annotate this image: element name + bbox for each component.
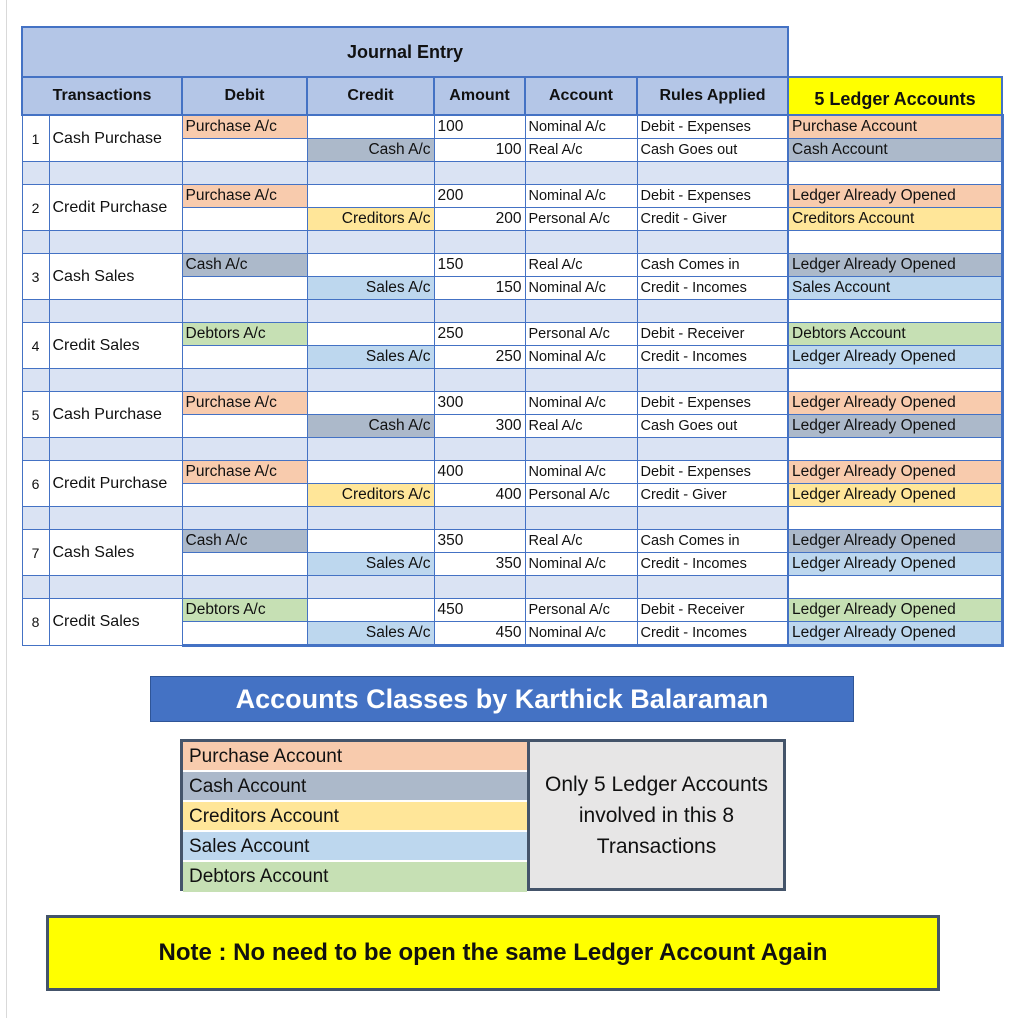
spacer-cell bbox=[307, 369, 434, 392]
spacer-cell bbox=[434, 438, 525, 461]
spacer-cell bbox=[307, 231, 434, 254]
rule-credit: Credit - Giver bbox=[637, 208, 788, 231]
transaction-name: Cash Purchase bbox=[49, 392, 182, 438]
spacer-cell bbox=[49, 300, 182, 323]
ledger-credit: Ledger Already Opened bbox=[788, 346, 1002, 369]
spacer-row bbox=[22, 576, 1002, 599]
transaction-name: Cash Sales bbox=[49, 254, 182, 300]
spacer-row bbox=[22, 162, 1002, 185]
rule-debit: Debit - Expenses bbox=[637, 115, 788, 139]
account-type-debit: Personal A/c bbox=[525, 599, 637, 622]
header-account: Account bbox=[525, 77, 637, 115]
spacer-cell bbox=[637, 300, 788, 323]
spacer-cell bbox=[434, 369, 525, 392]
note-banner: Note : No need to be open the same Ledger Account Again bbox=[46, 915, 940, 991]
table-row bbox=[22, 323, 1002, 346]
table-row bbox=[22, 115, 1002, 139]
header-ledger-accounts: 5 Ledger Accounts bbox=[788, 77, 1002, 115]
spacer-ledger-cell bbox=[788, 231, 1002, 254]
rule-credit: Credit - Incomes bbox=[637, 346, 788, 369]
spacer-cell bbox=[434, 300, 525, 323]
transaction-number: 3 bbox=[22, 254, 49, 300]
credit-account-empty bbox=[307, 254, 434, 277]
amount-credit: 250 bbox=[434, 346, 525, 369]
debit-account-empty bbox=[182, 139, 307, 162]
spacer-cell bbox=[637, 231, 788, 254]
spacer-cell bbox=[525, 231, 637, 254]
rule-debit: Cash Comes in bbox=[637, 530, 788, 553]
spacer-cell bbox=[637, 576, 788, 599]
debit-account: Purchase A/c bbox=[182, 185, 307, 208]
account-type-debit: Personal A/c bbox=[525, 323, 637, 346]
spacer-cell bbox=[49, 369, 182, 392]
credit-account-empty bbox=[307, 461, 434, 484]
credit-account: Sales A/c bbox=[307, 553, 434, 576]
rule-debit: Debit - Expenses bbox=[637, 392, 788, 415]
debit-account: Cash A/c bbox=[182, 530, 307, 553]
spacer-cell bbox=[637, 507, 788, 530]
amount-debit: 450 bbox=[434, 599, 525, 622]
account-legend bbox=[180, 739, 786, 891]
transaction-name: Credit Sales bbox=[49, 323, 182, 369]
spacer-cell bbox=[525, 507, 637, 530]
credit-account: Sales A/c bbox=[307, 622, 434, 646]
rule-credit: Credit - Giver bbox=[637, 484, 788, 507]
spacer-cell bbox=[525, 162, 637, 185]
transaction-number: 1 bbox=[22, 115, 49, 162]
transaction-name: Cash Purchase bbox=[49, 115, 182, 162]
rule-debit: Debit - Receiver bbox=[637, 599, 788, 622]
spacer-cell bbox=[22, 507, 49, 530]
transaction-name: Credit Purchase bbox=[49, 185, 182, 231]
spacer-ledger-cell bbox=[788, 300, 1002, 323]
credit-account-empty bbox=[307, 530, 434, 553]
legend-item-purchase: Purchase Account bbox=[183, 742, 527, 772]
ledger-debit: Ledger Already Opened bbox=[788, 461, 1002, 484]
spacer-cell bbox=[49, 231, 182, 254]
ledger-credit: Ledger Already Opened bbox=[788, 622, 1002, 646]
legend-summary: Only 5 Ledger Accounts involved in this 8 Transactions bbox=[530, 742, 783, 888]
table-row bbox=[22, 254, 1002, 277]
spacer-cell bbox=[49, 162, 182, 185]
amount-credit: 150 bbox=[434, 277, 525, 300]
debit-account: Debtors A/c bbox=[182, 323, 307, 346]
account-type-debit: Nominal A/c bbox=[525, 185, 637, 208]
spacer-cell bbox=[49, 576, 182, 599]
legend-item-sales: Sales Account bbox=[183, 832, 527, 862]
spacer-cell bbox=[307, 507, 434, 530]
account-type-debit: Real A/c bbox=[525, 530, 637, 553]
spacer-ledger-cell bbox=[788, 369, 1002, 392]
rule-debit: Cash Comes in bbox=[637, 254, 788, 277]
transaction-number: 8 bbox=[22, 599, 49, 646]
spacer-cell bbox=[434, 231, 525, 254]
debit-account-empty bbox=[182, 553, 307, 576]
account-type-credit: Nominal A/c bbox=[525, 622, 637, 646]
spacer-cell bbox=[182, 438, 307, 461]
spacer-cell bbox=[637, 369, 788, 392]
spacer-cell bbox=[182, 231, 307, 254]
transaction-number: 2 bbox=[22, 185, 49, 231]
spacer-cell bbox=[307, 300, 434, 323]
spacer-ledger-cell bbox=[788, 438, 1002, 461]
debit-account-empty bbox=[182, 484, 307, 507]
credit-account-empty bbox=[307, 115, 434, 139]
transaction-name: Credit Sales bbox=[49, 599, 182, 646]
spacer-cell bbox=[525, 576, 637, 599]
journal-title: Journal Entry bbox=[22, 27, 788, 77]
account-type-credit: Nominal A/c bbox=[525, 277, 637, 300]
spacer-cell bbox=[434, 162, 525, 185]
ledger-debit: Debtors Account bbox=[788, 323, 1002, 346]
spacer-cell bbox=[637, 438, 788, 461]
ledger-debit: Ledger Already Opened bbox=[788, 185, 1002, 208]
spacer-ledger-cell bbox=[788, 576, 1002, 599]
debit-account: Purchase A/c bbox=[182, 392, 307, 415]
credit-account: Sales A/c bbox=[307, 277, 434, 300]
credit-account-empty bbox=[307, 185, 434, 208]
debit-account-empty bbox=[182, 208, 307, 231]
amount-credit: 450 bbox=[434, 622, 525, 646]
legend-items bbox=[183, 742, 530, 888]
credit-account: Cash A/c bbox=[307, 415, 434, 438]
rule-credit: Cash Goes out bbox=[637, 415, 788, 438]
ledger-debit: Ledger Already Opened bbox=[788, 530, 1002, 553]
spacer-cell bbox=[22, 162, 49, 185]
header-debit: Debit bbox=[182, 77, 307, 115]
account-type-credit: Real A/c bbox=[525, 139, 637, 162]
rule-credit: Cash Goes out bbox=[637, 139, 788, 162]
transaction-number: 6 bbox=[22, 461, 49, 507]
credit-account-empty bbox=[307, 323, 434, 346]
transaction-name: Credit Purchase bbox=[49, 461, 182, 507]
ledger-credit: Sales Account bbox=[788, 277, 1002, 300]
spacer-cell bbox=[525, 300, 637, 323]
spacer-cell bbox=[307, 162, 434, 185]
spacer-cell bbox=[22, 576, 49, 599]
spacer-row bbox=[22, 300, 1002, 323]
amount-credit: 400 bbox=[434, 484, 525, 507]
header-rules-applied: Rules Applied bbox=[637, 77, 788, 115]
credit-account: Sales A/c bbox=[307, 346, 434, 369]
rule-credit: Credit - Incomes bbox=[637, 622, 788, 646]
table-row bbox=[22, 185, 1002, 208]
spacer-cell bbox=[307, 576, 434, 599]
debit-account: Purchase A/c bbox=[182, 115, 307, 139]
debit-account: Cash A/c bbox=[182, 254, 307, 277]
credit-account-empty bbox=[307, 392, 434, 415]
account-type-credit: Personal A/c bbox=[525, 484, 637, 507]
accounts-classes-banner: Accounts Classes by Karthick Balaraman bbox=[150, 676, 854, 722]
ledger-debit: Purchase Account bbox=[788, 115, 1002, 139]
amount-debit: 350 bbox=[434, 530, 525, 553]
spacer-cell bbox=[182, 576, 307, 599]
account-type-debit: Nominal A/c bbox=[525, 392, 637, 415]
spacer-cell bbox=[182, 300, 307, 323]
debit-account-empty bbox=[182, 622, 307, 646]
amount-credit: 300 bbox=[434, 415, 525, 438]
amount-debit: 100 bbox=[434, 115, 525, 139]
account-type-credit: Real A/c bbox=[525, 415, 637, 438]
credit-account: Creditors A/c bbox=[307, 208, 434, 231]
amount-credit: 200 bbox=[434, 208, 525, 231]
amount-credit: 100 bbox=[434, 139, 525, 162]
spacer-row bbox=[22, 231, 1002, 254]
spacer-ledger-cell bbox=[788, 507, 1002, 530]
transaction-number: 4 bbox=[22, 323, 49, 369]
transaction-name: Cash Sales bbox=[49, 530, 182, 576]
spacer-row bbox=[22, 507, 1002, 530]
spacer-cell bbox=[182, 369, 307, 392]
ledger-credit: Ledger Already Opened bbox=[788, 484, 1002, 507]
spacer-cell bbox=[434, 576, 525, 599]
account-type-debit: Nominal A/c bbox=[525, 461, 637, 484]
spacer-cell bbox=[525, 438, 637, 461]
amount-debit: 400 bbox=[434, 461, 525, 484]
spacer-cell bbox=[182, 507, 307, 530]
table-row bbox=[22, 599, 1002, 622]
credit-account: Creditors A/c bbox=[307, 484, 434, 507]
spacer-cell bbox=[22, 300, 49, 323]
spacer-cell bbox=[22, 369, 49, 392]
spacer-cell bbox=[182, 162, 307, 185]
debit-account-empty bbox=[182, 415, 307, 438]
table-row bbox=[22, 461, 1002, 484]
spacer-ledger-cell bbox=[788, 162, 1002, 185]
rule-debit: Debit - Expenses bbox=[637, 185, 788, 208]
credit-account-empty bbox=[307, 599, 434, 622]
account-type-credit: Personal A/c bbox=[525, 208, 637, 231]
spacer-cell bbox=[49, 438, 182, 461]
rule-credit: Credit - Incomes bbox=[637, 277, 788, 300]
debit-account: Purchase A/c bbox=[182, 461, 307, 484]
ledger-debit: Ledger Already Opened bbox=[788, 599, 1002, 622]
account-type-credit: Nominal A/c bbox=[525, 553, 637, 576]
legend-item-creditors: Creditors Account bbox=[183, 802, 527, 832]
amount-debit: 150 bbox=[434, 254, 525, 277]
debit-account-empty bbox=[182, 346, 307, 369]
account-type-credit: Nominal A/c bbox=[525, 346, 637, 369]
spacer-cell bbox=[49, 507, 182, 530]
rule-debit: Debit - Expenses bbox=[637, 461, 788, 484]
legend-item-cash: Cash Account bbox=[183, 772, 527, 802]
header-credit: Credit bbox=[307, 77, 434, 115]
table-row bbox=[22, 530, 1002, 553]
ledger-debit: Ledger Already Opened bbox=[788, 254, 1002, 277]
amount-credit: 350 bbox=[434, 553, 525, 576]
amount-debit: 250 bbox=[434, 323, 525, 346]
header-transactions: Transactions bbox=[22, 77, 182, 115]
spacer-row bbox=[22, 369, 1002, 392]
ledger-credit: Ledger Already Opened bbox=[788, 415, 1002, 438]
table-row bbox=[22, 392, 1002, 415]
header-amount: Amount bbox=[434, 77, 525, 115]
spacer-cell bbox=[22, 231, 49, 254]
spacer-cell bbox=[307, 438, 434, 461]
debit-account-empty bbox=[182, 277, 307, 300]
ledger-credit: Cash Account bbox=[788, 139, 1002, 162]
legend-item-debtors: Debtors Account bbox=[183, 862, 527, 892]
account-type-debit: Real A/c bbox=[525, 254, 637, 277]
spacer-cell bbox=[637, 162, 788, 185]
ledger-credit: Ledger Already Opened bbox=[788, 553, 1002, 576]
spacer-cell bbox=[434, 507, 525, 530]
ledger-credit: Creditors Account bbox=[788, 208, 1002, 231]
spacer-cell bbox=[525, 369, 637, 392]
spacer-cell bbox=[22, 438, 49, 461]
amount-debit: 300 bbox=[434, 392, 525, 415]
transaction-number: 7 bbox=[22, 530, 49, 576]
rule-debit: Debit - Receiver bbox=[637, 323, 788, 346]
transaction-number: 5 bbox=[22, 392, 49, 438]
amount-debit: 200 bbox=[434, 185, 525, 208]
spacer-row bbox=[22, 438, 1002, 461]
credit-account: Cash A/c bbox=[307, 139, 434, 162]
account-type-debit: Nominal A/c bbox=[525, 115, 637, 139]
ledger-debit: Ledger Already Opened bbox=[788, 392, 1002, 415]
rule-credit: Credit - Incomes bbox=[637, 553, 788, 576]
debit-account: Debtors A/c bbox=[182, 599, 307, 622]
journal-entry-table bbox=[21, 26, 1004, 647]
